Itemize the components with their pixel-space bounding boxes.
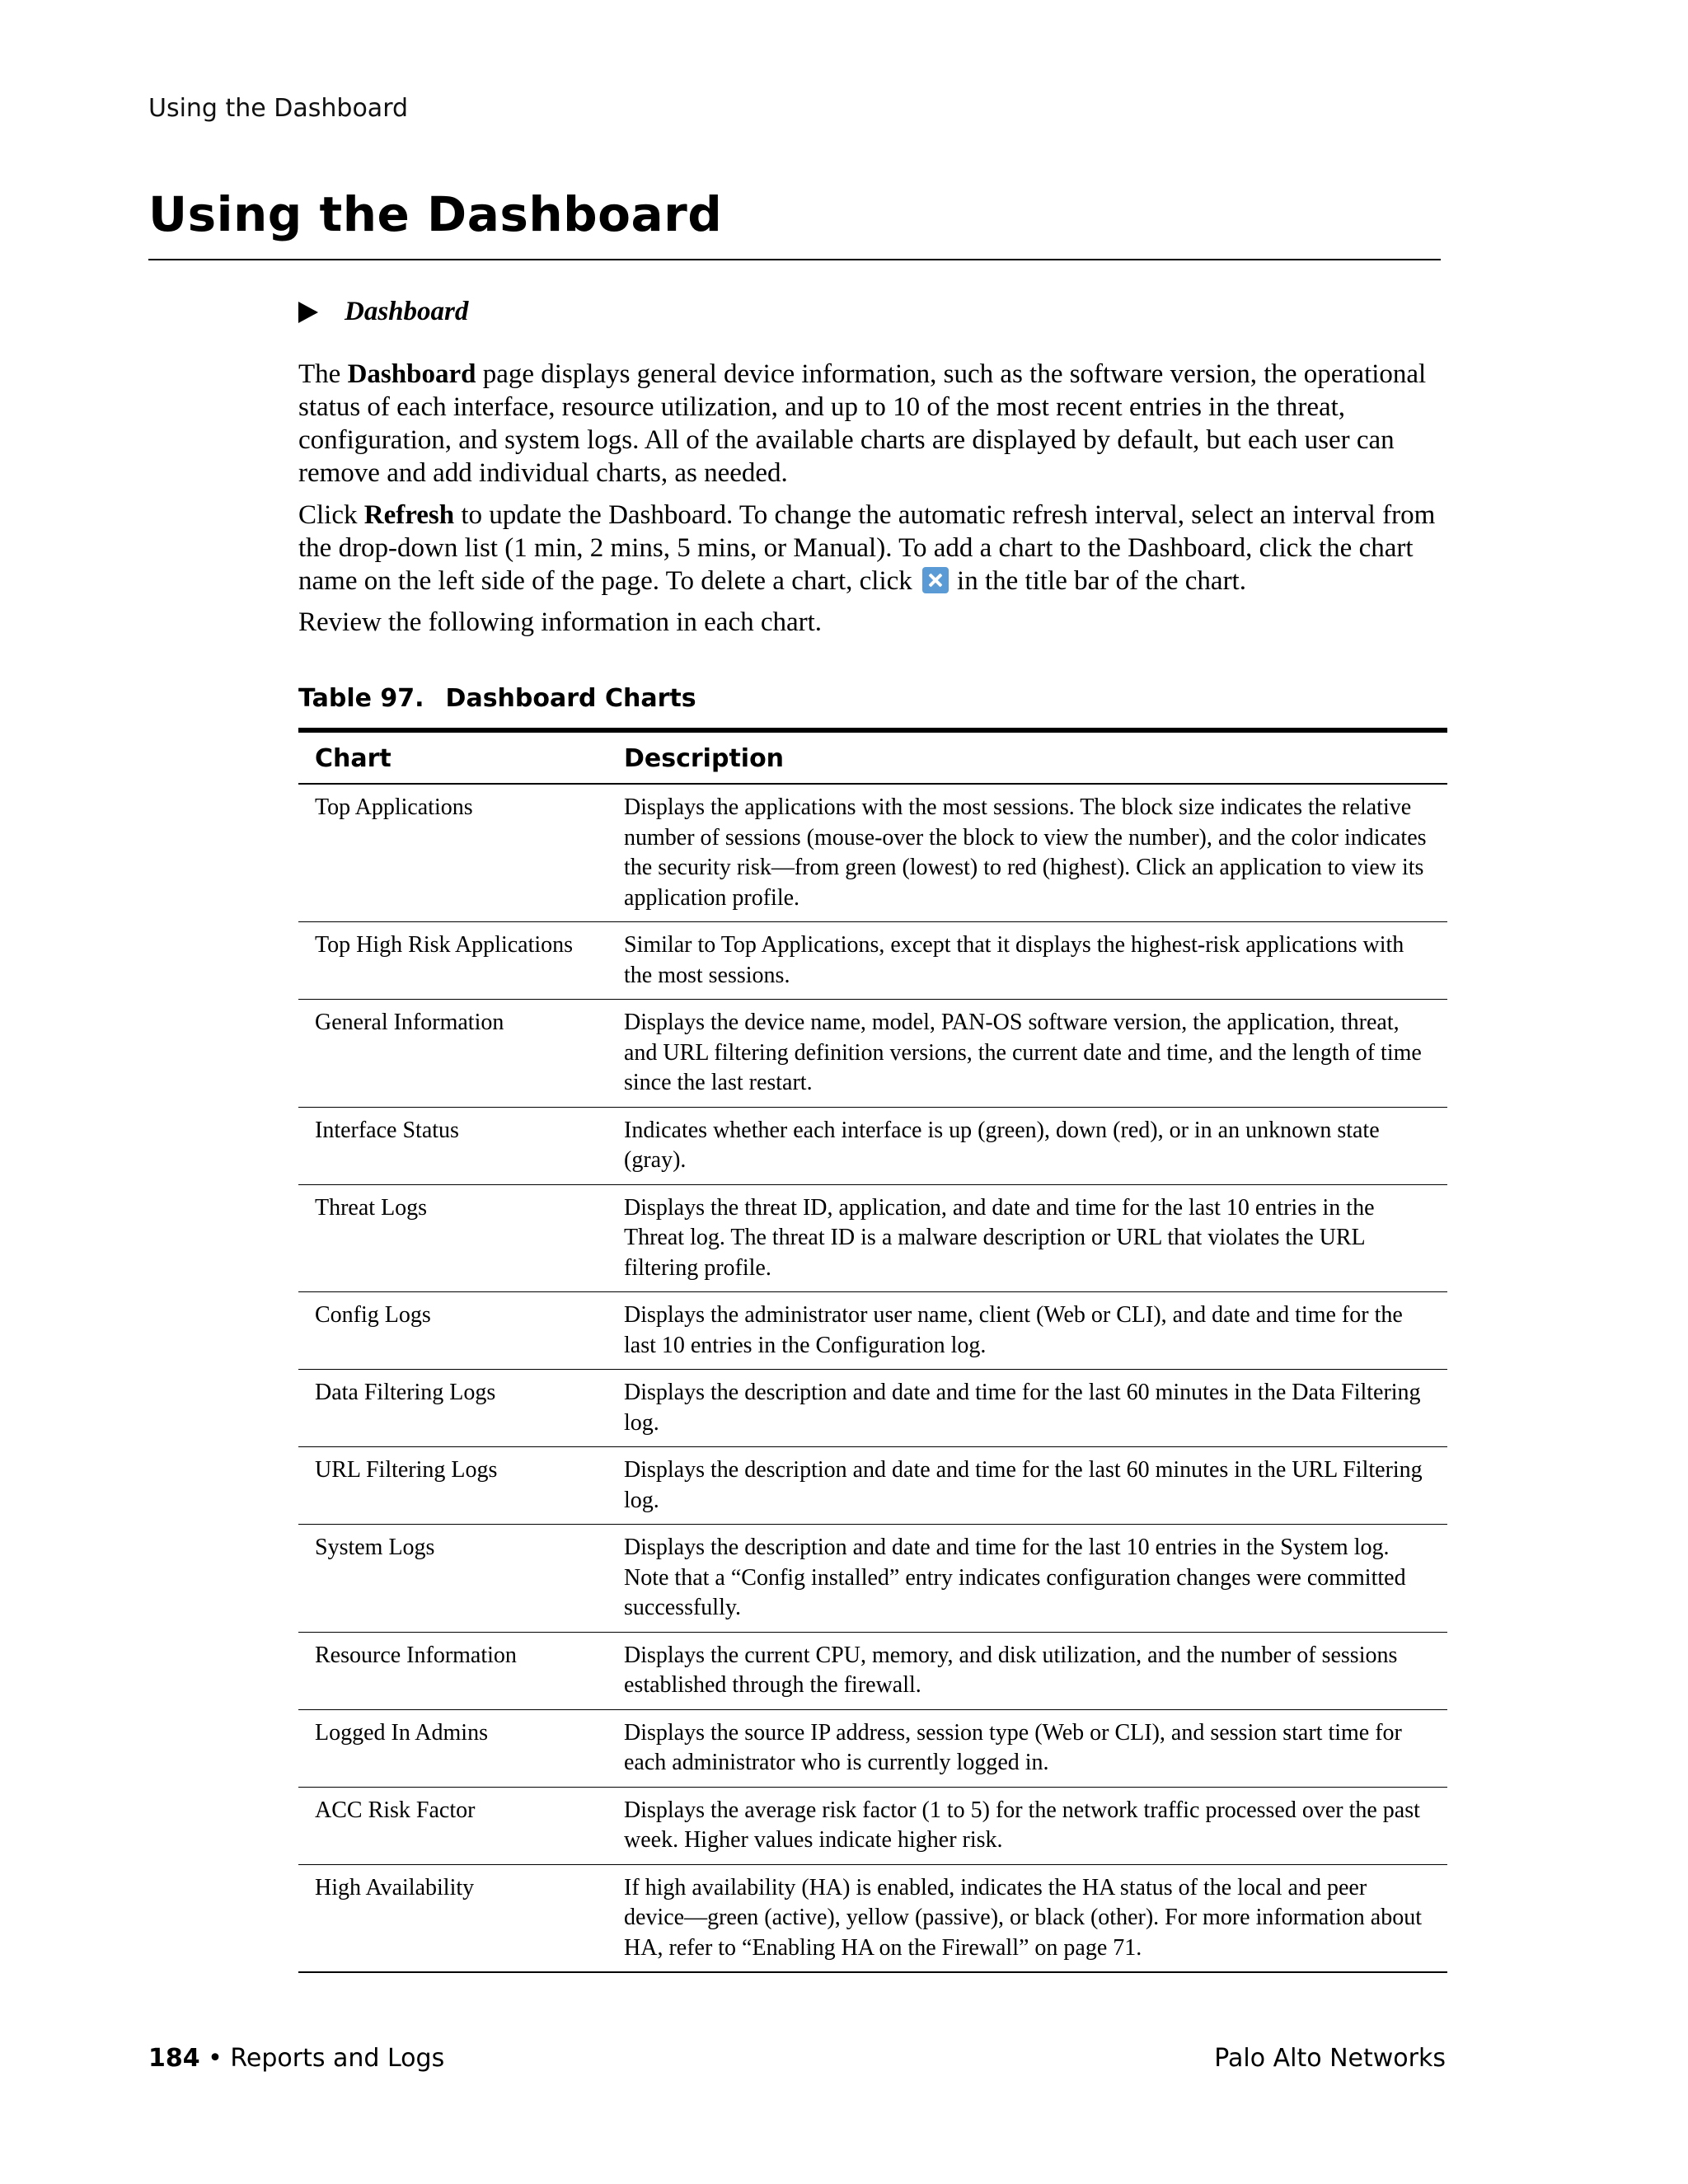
chart-name-cell: Logged In Admins bbox=[298, 1709, 607, 1787]
description-cell: Displays the description and date and time for the last 10 entries in the System log. Note that a “Config installed” entry indicates configuration changes were committed successfully. bbox=[607, 1525, 1447, 1633]
page-number: 184 bbox=[148, 2044, 200, 2073]
table-row bbox=[298, 1184, 1447, 1292]
chart-name-cell: Threat Logs bbox=[298, 1184, 607, 1292]
table-number: Table 97. bbox=[298, 684, 424, 713]
table-row bbox=[298, 1000, 1447, 1108]
footer-left bbox=[148, 2044, 444, 2073]
table-row bbox=[298, 922, 1447, 1000]
description-cell: Displays the device name, model, PAN-OS software version, the application, threat, and URL filtering definition versions, the current date and time, and the length of time since the last restart. bbox=[607, 1000, 1447, 1108]
description-cell: Displays the current CPU, memory, and disk utilization, and the number of sessions established through the firewall. bbox=[607, 1632, 1447, 1709]
description-cell: Displays the administrator user name, client (Web or CLI), and date and time for the last 10 entries in the Configuration log. bbox=[607, 1292, 1447, 1370]
refresh-text: to update the Dashboard. To change the automatic refresh interval, select an interval from the drop-down list (1 min, 2 mins, 5 mins, or Manual). To add a chart to the Dashboard, click the chart name on the left side of the page. To delete a chart, click bbox=[298, 500, 1436, 596]
triangle-right-icon bbox=[298, 302, 318, 323]
description-cell: Displays the description and date and time for the last 60 minutes in the Data Filtering log. bbox=[607, 1370, 1447, 1447]
description-cell: Displays the applications with the most sessions. The block size indicates the relative number of sessions (mouse-over the block to view the number), and the color indicates the security risk—from green (lowest) to red (highest). Click an application to view its application profile. bbox=[624, 794, 1427, 911]
dashboard-term: Dashboard bbox=[347, 359, 476, 389]
running-header: Using the Dashboard bbox=[148, 94, 409, 123]
description-cell: If high availability (HA) is enabled, indicates the HA status of the local and peer device—green (active), yellow (passive), or black (other). For more information about HA, refer to “Enabling HA on the Firewall” on page 71. bbox=[607, 1864, 1447, 1972]
review-paragraph: Review the following information in each chart. bbox=[298, 607, 823, 637]
table-row bbox=[298, 1864, 1447, 1972]
table-row bbox=[298, 784, 1447, 922]
table-row bbox=[298, 1447, 1447, 1525]
chart-name-cell: Resource Information bbox=[298, 1632, 607, 1709]
description-cell: Displays the source IP address, session type (Web or CLI), and session start time for each administrator who is currently logged in. bbox=[607, 1709, 1447, 1787]
chart-name-cell: Top High Risk Applications bbox=[298, 922, 607, 1000]
page-title: Using the Dashboard bbox=[148, 186, 723, 242]
chart-name-cell: General Information bbox=[298, 1000, 607, 1108]
nav-path bbox=[298, 297, 468, 327]
refresh-paragraph bbox=[298, 499, 1452, 598]
intro-paragraph bbox=[298, 358, 1452, 490]
table-caption bbox=[298, 684, 696, 713]
intro-text: page displays general device information, such as the software version, the operational status of each interface, resource utilization, and up to 10 of the most recent entries in the threat, configuration, and system logs. All of the available charts are displayed by default, but each user can remove and add individual charts, as needed. bbox=[298, 359, 1427, 488]
chart-name-cell: High Availability bbox=[298, 1864, 607, 1972]
chart-name-cell: Top Applications bbox=[315, 794, 473, 820]
description-cell: Indicates whether each interface is up (green), down (red), or in an unknown state (gray). bbox=[607, 1107, 1447, 1184]
nav-path-label: Dashboard bbox=[345, 297, 469, 326]
refresh-text: Click bbox=[298, 500, 364, 530]
table-row bbox=[298, 1632, 1447, 1709]
table-header-row bbox=[298, 730, 1447, 784]
chart-name-cell: ACC Risk Factor bbox=[298, 1787, 607, 1864]
table-row bbox=[298, 1787, 1447, 1864]
footer-section: • Reports and Logs bbox=[199, 2044, 445, 2073]
table-row bbox=[298, 1292, 1447, 1370]
chart-name-cell: Interface Status bbox=[298, 1107, 607, 1184]
description-cell: Similar to Top Applications, except that it displays the highest-risk applications with the most sessions. bbox=[607, 922, 1447, 1000]
table-row bbox=[298, 1370, 1447, 1447]
refresh-text: in the title bar of the chart. bbox=[957, 566, 1246, 596]
close-icon bbox=[922, 567, 949, 593]
footer-company: Palo Alto Networks bbox=[1214, 2044, 1446, 2073]
column-header-description: Description bbox=[607, 730, 1447, 784]
chart-name-cell: URL Filtering Logs bbox=[298, 1447, 607, 1525]
column-header-chart: Chart bbox=[298, 730, 607, 784]
chart-name-cell: Config Logs bbox=[298, 1292, 607, 1370]
intro-text: The bbox=[298, 359, 348, 389]
table-row bbox=[298, 1107, 1447, 1184]
table-row bbox=[298, 1709, 1447, 1787]
table-row bbox=[298, 1525, 1447, 1633]
title-divider bbox=[148, 259, 1441, 260]
refresh-term: Refresh bbox=[363, 500, 455, 530]
description-cell: Displays the threat ID, application, and date and time for the last 10 entries in the Threat log. The threat ID is a malware description or URL that violates the URL filtering profile. bbox=[607, 1184, 1447, 1292]
dashboard-charts-table bbox=[298, 728, 1447, 1973]
table-title: Dashboard Charts bbox=[445, 684, 696, 713]
chart-name-cell: Data Filtering Logs bbox=[298, 1370, 607, 1447]
description-cell: Displays the average risk factor (1 to 5) for the network traffic processed over the past week. Higher values indicate higher risk. bbox=[607, 1787, 1447, 1864]
description-cell: Displays the description and date and time for the last 60 minutes in the URL Filtering log. bbox=[607, 1447, 1447, 1525]
chart-name-cell: System Logs bbox=[298, 1525, 607, 1633]
